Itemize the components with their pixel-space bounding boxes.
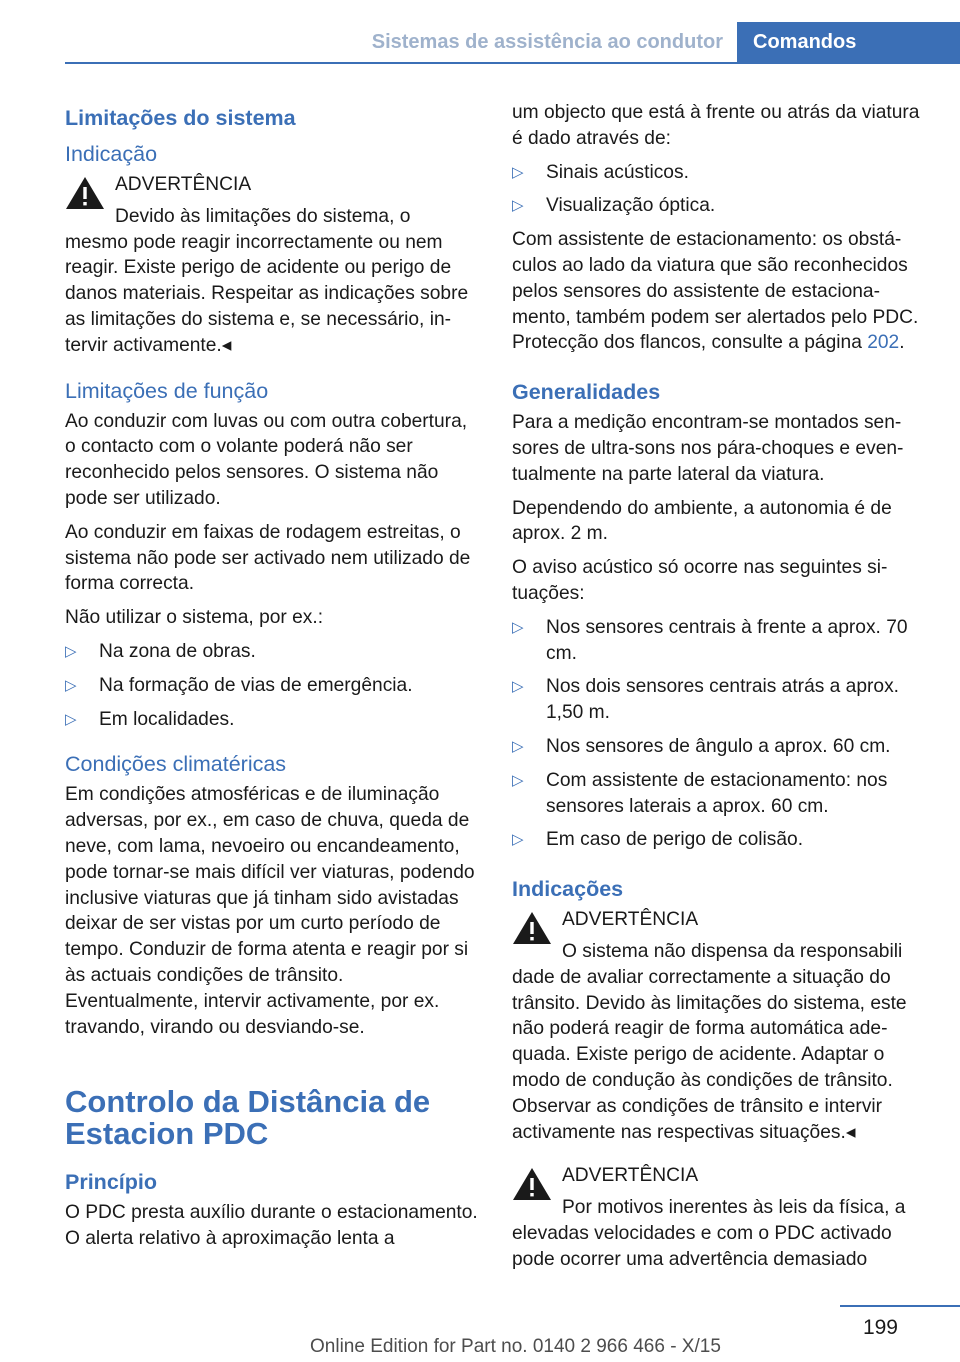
warning-first-line: Devido às limitações do sistema, o: [115, 205, 411, 227]
bullet-list: [512, 615, 924, 853]
triangle-right-icon: ▷: [512, 737, 524, 755]
list-item: ▷ Na zona de obras.: [65, 639, 481, 665]
warning-text: elevadas velocidades e com o PDC activado pode ocorrer uma advertência demasiado: [512, 1222, 892, 1270]
paragraph: Para a medição encontram-se montados sensores de ultra-sons nos pára-choques e eventualmente na parte lateral da viatura.: [512, 412, 904, 485]
heading-principle: Princípio: [65, 1170, 157, 1195]
heading-indications: Indicações: [512, 877, 624, 902]
triangle-right-icon: ▷: [512, 678, 524, 696]
triangle-right-icon: ▷: [512, 163, 524, 181]
paragraph: Ao conduzir em faixas de rodagem estreitas, o sistema não pode ser activado nem utilizado de forma correcta.: [65, 521, 471, 595]
paragraph: Não utilizar o sistema, por ex.:: [65, 607, 324, 629]
warning-title: ADVERTÊNCIA: [115, 174, 252, 195]
list-item: ▷ Nos sensores centrais à frente a aprox. 70 cm.: [512, 616, 908, 664]
paragraph-parking-assistant: Com assistente de estacionamento: os obstáculos ao lado da viatura que são reconhecidos pelos sensores do assistente de estacionamento, também podem ser alertados pelo PDC. Protecção dos flancos, consulte a página 202.: [512, 229, 919, 354]
heading-system-limits: Limitações do sistema: [65, 106, 296, 130]
right-column: [512, 100, 924, 1278]
warning-title: ADVERTÊNCIA: [562, 1165, 699, 1187]
paragraph: Ao conduzir com luvas ou com outra cobertura, o contacto com o volante poderá não ser reconhecido pelos sensores. O sistema não pode ser utilizado.: [65, 410, 468, 509]
list-item: ▷ Na formação de vias de emergência.: [65, 673, 481, 699]
page-number: 199: [862, 1316, 898, 1339]
warning-triangle-icon: [512, 911, 552, 945]
heading-pdc: Controlo da Distância de Estacion PDC: [65, 1084, 431, 1152]
list-item: ▷ Com assistente de estacionamento: nos sensores laterais a aprox. 60 cm.: [512, 769, 888, 817]
warning-text: dade de avaliar correctamente a situação do trânsito. Devido às limitações do sistema, este não poderá reagir de forma automática adequada. Existe perigo de acidente. Adaptar o modo de condução às condições de trânsito. Observar as condições de trânsito e intervir activamente nas respectivas situações.◂: [512, 966, 907, 1143]
warning-triangle-icon: [65, 176, 105, 210]
list-item: ▷ Nos dois sensores centrais atrás a aprox. 1,50 m.: [512, 676, 900, 724]
page-link[interactable]: 202: [867, 332, 900, 354]
triangle-right-icon: ▷: [512, 618, 524, 636]
paragraph: Em condições atmosféricas e de iluminação adversas, por ex., em caso de chuva, queda de neve, com lama, nevoeiro ou encandeamento, pode tornar-se mais difícil ver viaturas, podendo inclusive viaturas que já tinham sido avistadas deixar de ser vistas por um curto período de tempo. Conduzir de forma atenta e reagir por si às actuais condições de trânsito. Eventualmente, intervir activamente, por ex. travando, virando ou desviando-se.: [65, 784, 475, 1038]
list-item: ▷ Em caso de perigo de colisão.: [512, 827, 924, 853]
heading-function-limits: Limitações de função: [65, 378, 269, 403]
warning-triangle-icon: [512, 1167, 552, 1201]
warning-text: mesmo pode reagir incorrectamente ou nem reagir. Existe perigo de acidente ou perigo de danos materiais. Respeitar as indicações sobre as limitações do sistema e, se necessário, intervir activamente.◂: [65, 231, 469, 356]
triangle-right-icon: ▷: [65, 710, 77, 728]
paragraph: O aviso acústico só ocorre nas seguintes situações:: [512, 557, 888, 604]
triangle-right-icon: ▷: [512, 197, 524, 215]
triangle-right-icon: ▷: [512, 771, 524, 789]
warning-first-line: Por motivos inerentes às leis da física, a: [562, 1197, 906, 1219]
warning-block: [512, 1163, 924, 1272]
list-item: ▷ Visualização óptica.: [512, 193, 924, 219]
left-column: [65, 100, 481, 1260]
triangle-right-icon: ▷: [65, 676, 77, 694]
footer-rule: [840, 1305, 960, 1307]
footer-edition: Online Edition for Part no. 0140 2 966 466 - X/15: [310, 1336, 721, 1357]
list-item: ▷ Em localidades.: [65, 707, 481, 733]
header-chapter-tab[interactable]: Comandos: [737, 22, 960, 62]
bullet-list: [512, 160, 924, 220]
triangle-right-icon: ▷: [512, 831, 524, 849]
warning-block: [65, 172, 481, 359]
heading-weather-conditions: Condições climatéricas: [65, 752, 287, 777]
list-item: ▷ Sinais acústicos.: [512, 160, 924, 186]
warning-title: ADVERTÊNCIA: [562, 909, 699, 931]
bullet-list: [65, 639, 481, 732]
triangle-right-icon: ▷: [65, 642, 77, 660]
paragraph: Dependendo do ambiente, a autonomia é de aprox. 2 m.: [512, 497, 892, 545]
header-section-title: Sistemas de assistência ao condutor: [371, 31, 723, 53]
heading-indication: Indicação: [65, 142, 158, 166]
list-item: ▷ Nos sensores de ângulo a aprox. 60 cm.: [512, 734, 924, 760]
paragraph: O PDC presta auxílio durante o estacionamento. O alerta relativo à aproximação lenta a: [65, 1202, 478, 1250]
warning-first-line: O sistema não dispensa da responsabili: [562, 940, 903, 962]
heading-general: Generalidades: [512, 380, 661, 405]
warning-block: [512, 907, 924, 1145]
header-rule: [65, 62, 960, 64]
paragraph: um objecto que está à frente ou atrás da viatura é dado através de:: [512, 102, 920, 149]
